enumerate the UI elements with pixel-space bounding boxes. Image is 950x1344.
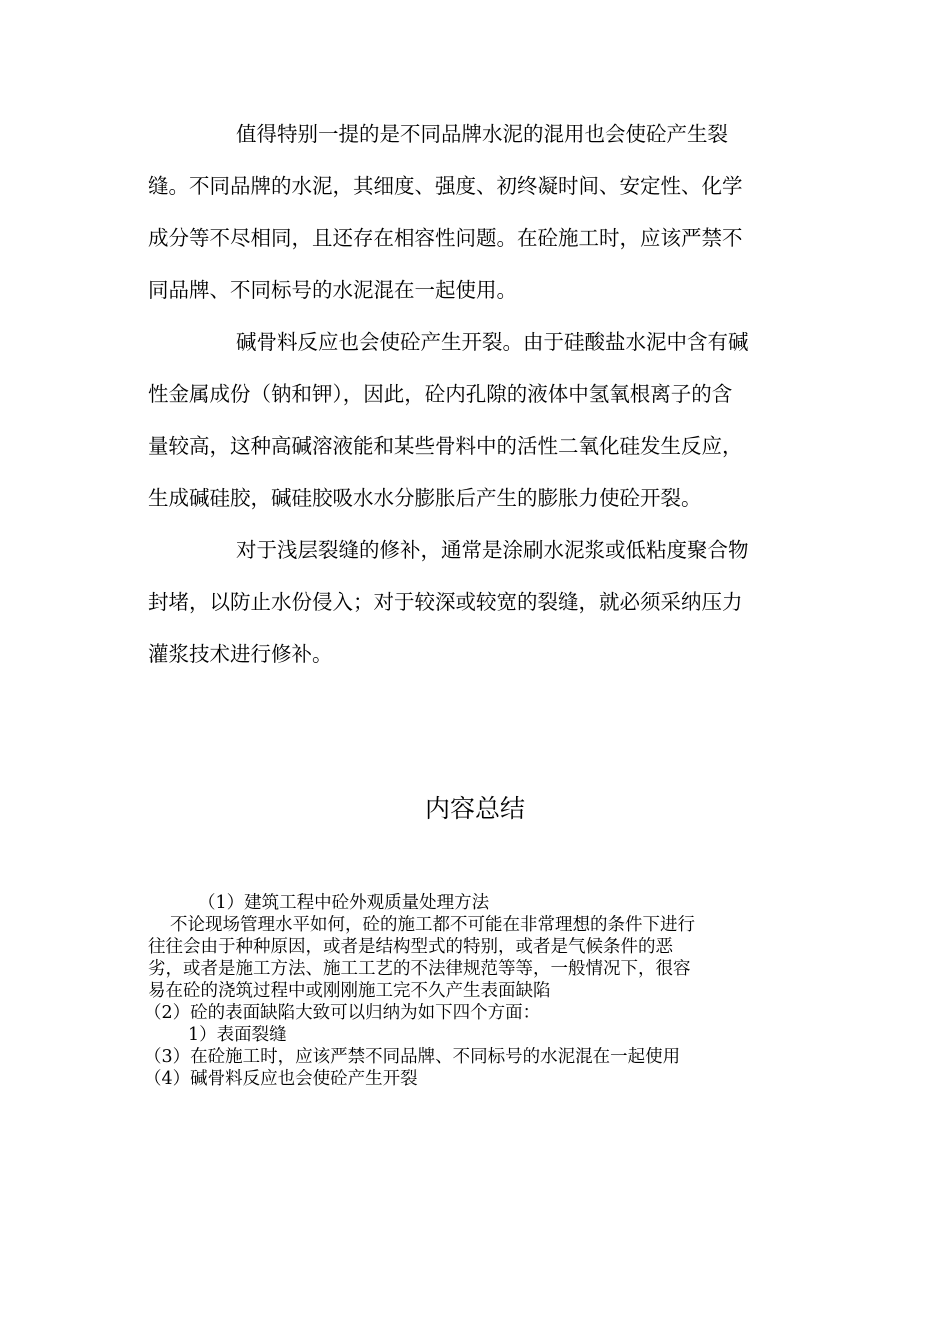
summary-line-3: 往往会由于种种原因，或者是结构型式的特别，或者是气候条件的恶 — [148, 937, 673, 957]
paragraph-3-line-1: 对于浅层裂缝的修补，通常是涂刷水泥浆或低粘度聚合物 — [236, 538, 749, 562]
summary-line-9: （4）碱骨料反应也会使砼产生开裂 — [144, 1069, 418, 1089]
summary-line-7: 1）表面裂缝 — [188, 1025, 287, 1045]
paragraph-2-line-3: 量较高，这种高碱溶液能和某些骨料中的活性二氧化硅发生反应， — [148, 434, 743, 458]
paragraph-3-line-3: 灌浆技术进行修补。 — [148, 642, 333, 666]
summary-line-6: （2）砼的表面缺陷大致可以归纳为如下四个方面： — [144, 1003, 541, 1023]
paragraph-2-line-4: 生成碱硅胶，碱硅胶吸水水分膨胀后产生的膨胀力使砼开裂。 — [148, 486, 702, 510]
summary-line-5: 易在砼的浇筑过程中或刚刚施工完不久产生表面缺陷 — [148, 981, 551, 1001]
paragraph-2-line-2: 性金属成份（钠和钾），因此，砼内孔隙的液体中氢氧根离子的含 — [148, 382, 733, 406]
paragraph-1-line-3: 成分等不尽相同，且还存在相容性问题。在砼施工时，应该严禁不 — [148, 226, 743, 250]
summary-line-4: 劣，或者是施工方法、施工工艺的不法律规范等等，一般情况下，很容 — [148, 959, 691, 979]
paragraph-2-line-1: 碱骨料反应也会使砼产生开裂。由于硅酸盐水泥中含有碱 — [236, 330, 749, 354]
summary-line-8: （3）在砼施工时，应该严禁不同品牌、不同标号的水泥混在一起使用 — [144, 1047, 681, 1067]
paragraph-1-line-4: 同品牌、不同标号的水泥混在一起使用。 — [148, 278, 517, 302]
summary-title: 内容总结 — [424, 794, 525, 823]
paragraph-1-line-2: 缝。不同品牌的水泥，其细度、强度、初终凝时间、安定性、化学 — [148, 174, 743, 198]
paragraph-3-line-2: 封堵，以防止水份侵入；对于较深或较宽的裂缝，就必须采纳压力 — [148, 590, 743, 614]
summary-line-1: （1）建筑工程中砼外观质量处理方法 — [198, 893, 490, 913]
summary-line-2: 不论现场管理水平如何，砼的施工都不可能在非常理想的条件下进行 — [170, 915, 695, 935]
paragraph-1-line-1: 值得特别一提的是不同品牌水泥的混用也会使砼产生裂 — [236, 122, 728, 146]
